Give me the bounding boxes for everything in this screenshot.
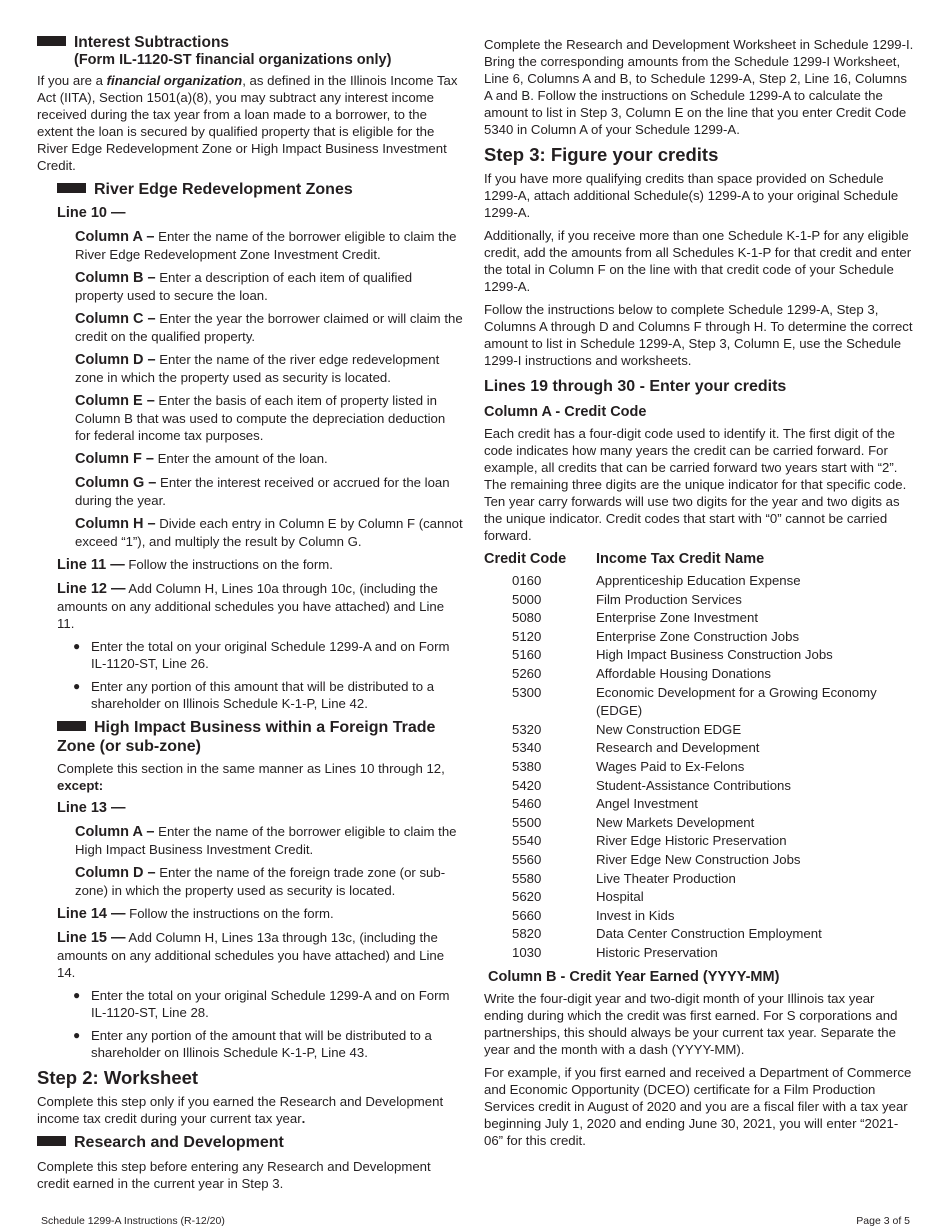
credit-code-cell: 5260 xyxy=(512,665,542,681)
credit-code-cell: 5460 xyxy=(512,796,542,812)
bullet-icon: ● xyxy=(73,679,81,693)
credit-code-cell: 5300 xyxy=(512,684,542,700)
credit-name-cell: New Markets Development xyxy=(596,814,755,830)
credit-name-cell: River Edge New Construction Jobs xyxy=(596,851,801,867)
credit-code-table xyxy=(484,550,914,962)
table-header-row xyxy=(484,550,914,572)
bullet-icon: ● xyxy=(73,988,81,1002)
column-a-text: Each credit has a four-digit code used to identify it. The first digit of the code indicates how many years the credit can be carried forward. For example, all credits that can be carried forward two years start with “2”. The remaining three digits are the unique indicator for that specific code. Ten year carry forwards will use two digits for the year and two digits as the unique indicator. Credit codes that start with “0” cannot be carried forward. xyxy=(484,426,907,543)
high-impact-intro: Complete this section in the same manner as Lines 10 through 12, except: xyxy=(57,761,445,793)
river-edge-columns xyxy=(75,228,464,550)
credit-name-cell: Enterprise Zone Construction Jobs xyxy=(596,628,800,644)
column-label: Column D – xyxy=(75,865,156,881)
step-2-text: Complete this step only if you earned the Research and Development income tax credit during your current tax year. xyxy=(37,1094,444,1126)
column-label: Column A – xyxy=(75,229,155,245)
column-text: Enter the name of the foreign trade zone (or sub-zone) in which the property used as security is located. xyxy=(75,865,446,898)
line-15: Line 15 — Add Column H, Lines 13a through 13c, (including the amounts on any additional schedules you have attached) and Line 14. xyxy=(57,930,445,980)
credit-name-cell: Wages Paid to Ex-Felons xyxy=(596,758,745,774)
table-row xyxy=(484,684,914,721)
column-text: Enter a description of each item of qualified property used to secure the loan. xyxy=(75,270,413,303)
table-row xyxy=(484,777,914,796)
credit-code-cell: 5000 xyxy=(512,591,542,607)
footer-form-id: Schedule 1299-A Instructions (R-12/20) xyxy=(41,1215,225,1227)
line-11: Line 11 — Follow the instructions on the form. xyxy=(57,557,333,573)
credit-code-cell: 5340 xyxy=(512,740,542,756)
credit-code-cell: 5620 xyxy=(512,889,542,905)
column-text: Enter the year the borrower claimed or will claim the credit on the qualified property. xyxy=(75,311,463,344)
credit-name-cell: Research and Development xyxy=(596,740,760,756)
column-label: Column C – xyxy=(75,311,156,327)
table-row xyxy=(484,739,914,758)
credit-code-cell: 5540 xyxy=(512,833,542,849)
credit-code-cell: 5560 xyxy=(512,851,542,867)
credit-name-cell: Angel Investment xyxy=(596,796,698,812)
paragraph: Additionally, if you receive more than one Schedule K-1-P for any eligible credit, add the amounts from all Schedules K-1-P for that credit and enter the total in Column F on the line with that credit code of your Schedule 1299-A. xyxy=(484,228,912,294)
column-label: Column A – xyxy=(75,824,155,840)
line-10-label: Line 10 — xyxy=(57,205,126,221)
table-row xyxy=(484,721,914,740)
credit-code-cell: 5380 xyxy=(512,758,542,774)
column-text: Enter the interest received or accrued for the loan during the year. xyxy=(75,475,450,508)
research-development-heading: Research and Development xyxy=(37,1133,464,1152)
step-3-heading: Step 3: Figure your credits xyxy=(484,144,719,165)
column-text: Enter the amount of the loan. xyxy=(153,451,328,466)
credit-name-cell: Enterprise Zone Investment xyxy=(596,610,758,626)
step-2-heading: Step 2: Worksheet xyxy=(37,1067,199,1088)
paragraph: Follow the instructions below to complete Schedule 1299-A, Step 3, Columns A through D and Columns F through H. To determine the correct amount to list in Schedule 1299-A, Step 3, Column E, use the Schedule 1299-I instructions and worksheets. xyxy=(484,302,913,368)
credit-code-cell: 5420 xyxy=(512,777,542,793)
column-entry xyxy=(75,351,464,386)
footer-page-number: Page 3 of 5 xyxy=(856,1215,910,1227)
column-entry xyxy=(75,310,464,345)
column-label: Column B – xyxy=(75,270,156,286)
table-row xyxy=(484,609,914,628)
section-bar-icon xyxy=(57,721,86,731)
section-bar-icon xyxy=(37,1136,66,1146)
column-entry xyxy=(75,392,464,444)
lines-19-30-heading: Lines 19 through 30 - Enter your credits xyxy=(484,378,787,395)
column-b-heading: Column B - Credit Year Earned (YYYY-MM) xyxy=(488,969,780,986)
table-row xyxy=(484,888,914,907)
column-entry xyxy=(75,450,464,468)
bullet-icon: ● xyxy=(73,1028,81,1042)
column-entry xyxy=(75,515,464,550)
credit-code-cell: 5080 xyxy=(512,610,542,626)
column-label: Column H – xyxy=(75,516,156,532)
list-item xyxy=(55,1027,464,1061)
paragraph: Write the four-digit year and two-digit month of your Illinois tax year ending during which the credit was first earned. For S corporations and partnerships, this should always be your current tax year. Separate the year and the month with a dash (YYYY-MM). xyxy=(484,991,898,1058)
credit-code-cell: 5580 xyxy=(512,870,542,886)
credit-code-cell: 5160 xyxy=(512,647,542,663)
credit-code-cell: 5120 xyxy=(512,628,542,644)
table-row xyxy=(484,572,914,591)
right-column xyxy=(484,36,914,1155)
list-item xyxy=(55,638,464,672)
credit-code-cell: 5500 xyxy=(512,814,542,830)
interest-subtractions-subtitle: (Form IL-1120-ST financial organizations only) xyxy=(74,52,392,68)
research-development-continued: Complete the Research and Development Worksheet in Schedule 1299-I. Bring the corresponding amounts from the Schedule 1299-I Worksheet, Line 6, Columns A and B, to Schedule 1299-A, Step 2, Line 16, Columns A and B. Follow the instructions on Schedule 1299-A to calculate the amount to list in Step 3, Column E on the line that you enter Credit Code 5340 in Column A of your Schedule 1299-A. xyxy=(484,37,914,137)
credit-code-header: Credit Code xyxy=(484,551,567,567)
credit-table-body xyxy=(484,572,914,962)
column-text: Enter the name of the borrower eligible to claim the River Edge Redevelopment Zone Investment Credit. xyxy=(75,229,457,262)
credit-name-cell: Apprenticeship Education Expense xyxy=(596,573,801,588)
bullet-text: Enter the total on your original Schedule 1299-A and on Form IL-1120-ST, Line 26. xyxy=(91,639,450,671)
column-label: Column D – xyxy=(75,352,156,368)
table-row xyxy=(484,628,914,647)
column-entry xyxy=(75,474,464,509)
column-b-paragraphs xyxy=(484,990,914,1149)
bullet-text: Enter the total on your original Schedule 1299-A and on Form IL-1120-ST, Line 28. xyxy=(91,988,450,1020)
column-entry xyxy=(75,269,464,304)
credit-name-cell: Affordable Housing Donations xyxy=(596,665,771,681)
table-row xyxy=(484,925,914,944)
credit-code-cell: 1030 xyxy=(512,944,542,960)
table-row xyxy=(484,814,914,833)
table-row xyxy=(484,646,914,665)
credit-name-cell: Hospital xyxy=(596,889,644,905)
river-edge-bullets xyxy=(37,638,464,712)
line-13-label: Line 13 — xyxy=(57,800,126,816)
table-row xyxy=(484,851,914,870)
column-label: Column G – xyxy=(75,475,157,491)
high-impact-columns xyxy=(75,823,464,899)
table-row xyxy=(484,665,914,684)
bullet-text: Enter any portion of the amount that will be distributed to a shareholder on Illinois Schedule K-1-P, Line 43. xyxy=(91,1028,432,1060)
line-12: Line 12 — Add Column H, Lines 10a through 10c, (including the amounts on any additional schedules you have attached) and Line 11. xyxy=(57,581,445,631)
credit-name-cell: Economic Development for a Growing Economy (EDGE) xyxy=(596,684,877,719)
table-row xyxy=(484,832,914,851)
list-item xyxy=(55,678,464,712)
paragraph: For example, if you first earned and received a Department of Commerce and Economic Opportunity (DCEO) certificate for a Film Production Services credit in August of 2020 and you are a fiscal filer with a tax year beginning July 1, 2020 and ending June 30, 2021, you will enter “2021-06” for this credit. xyxy=(484,1065,912,1149)
column-entry xyxy=(75,864,464,899)
left-column xyxy=(37,34,464,1198)
section-bar-icon xyxy=(57,183,86,193)
credit-name-cell: Data Center Construction Employment xyxy=(596,926,822,942)
credit-name-cell: Film Production Services xyxy=(596,591,742,607)
table-row xyxy=(484,907,914,926)
credit-name-cell: High Impact Business Construction Jobs xyxy=(596,647,833,663)
credit-name-cell: New Construction EDGE xyxy=(596,721,742,737)
column-entry xyxy=(75,228,464,263)
table-row xyxy=(484,944,914,963)
step-3-paragraphs xyxy=(484,170,914,369)
line-14: Line 14 — Follow the instructions on the form. xyxy=(57,906,334,922)
table-row xyxy=(484,758,914,777)
high-impact-bullets xyxy=(37,987,464,1061)
column-text: Enter the name of the river edge redevelopment zone in which the property used as security is located. xyxy=(75,352,440,385)
column-text: Enter the basis of each item of property listed in Column B that was used to compute the depreciation deduction for federal income tax purposes. xyxy=(75,393,446,443)
bullet-icon: ● xyxy=(73,639,81,653)
interest-intro: If you are a financial organization, as defined in the Illinois Income Tax Act (IITA), Section 1501(a)(8), you may subtract any interest income received during the tax year from a loan made to a borrower, to the extent the loan is secured by qualified property that is eligible for the River Edge Redevelopment Zone or High Impact Business Investment Credit. xyxy=(37,73,458,173)
column-text: Divide each entry in Column E by Column F (cannot exceed “1”), and multiply the result by Column G. xyxy=(75,516,463,549)
credit-name-cell: Historic Preservation xyxy=(596,944,718,960)
credit-name-cell: Live Theater Production xyxy=(596,870,736,886)
column-text: Enter the name of the borrower eligible to claim the High Impact Business Investment Credit. xyxy=(75,824,457,857)
list-item xyxy=(55,987,464,1021)
column-label: Column F – xyxy=(75,451,154,467)
credit-name-cell: Invest in Kids xyxy=(596,907,675,923)
credit-code-cell: 5660 xyxy=(512,907,542,923)
credit-name-cell: Student-Assistance Contributions xyxy=(596,777,791,793)
table-row xyxy=(484,795,914,814)
paragraph: If you have more qualifying credits than space provided on Schedule 1299-A, attach additional Schedule(s) 1299-A to your original Schedule 1299-A. xyxy=(484,171,899,220)
table-row xyxy=(484,870,914,889)
credit-code-cell: 0160 xyxy=(512,573,542,588)
bullet-text: Enter any portion of this amount that will be distributed to a shareholder on Illinois Schedule K-1-P, Line 42. xyxy=(91,679,435,711)
table-row xyxy=(484,591,914,610)
research-development-text: Complete this step before entering any Research and Development credit earned in the current year in Step 3. xyxy=(37,1159,431,1191)
high-impact-heading: High Impact Business within a Foreign Trade Zone (or sub-zone) xyxy=(57,719,436,755)
column-label: Column E – xyxy=(75,393,155,409)
interest-subtractions-heading: Interest Subtractions xyxy=(37,34,464,52)
column-entry xyxy=(75,823,464,858)
section-bar-icon xyxy=(37,36,66,46)
river-edge-heading: River Edge Redevelopment Zones xyxy=(57,180,464,199)
credit-name-header: Income Tax Credit Name xyxy=(596,551,765,567)
credit-name-cell: River Edge Historic Preservation xyxy=(596,833,787,849)
column-a-heading: Column A - Credit Code xyxy=(484,404,647,420)
credit-code-cell: 5320 xyxy=(512,721,542,737)
credit-code-cell: 5820 xyxy=(512,926,542,942)
